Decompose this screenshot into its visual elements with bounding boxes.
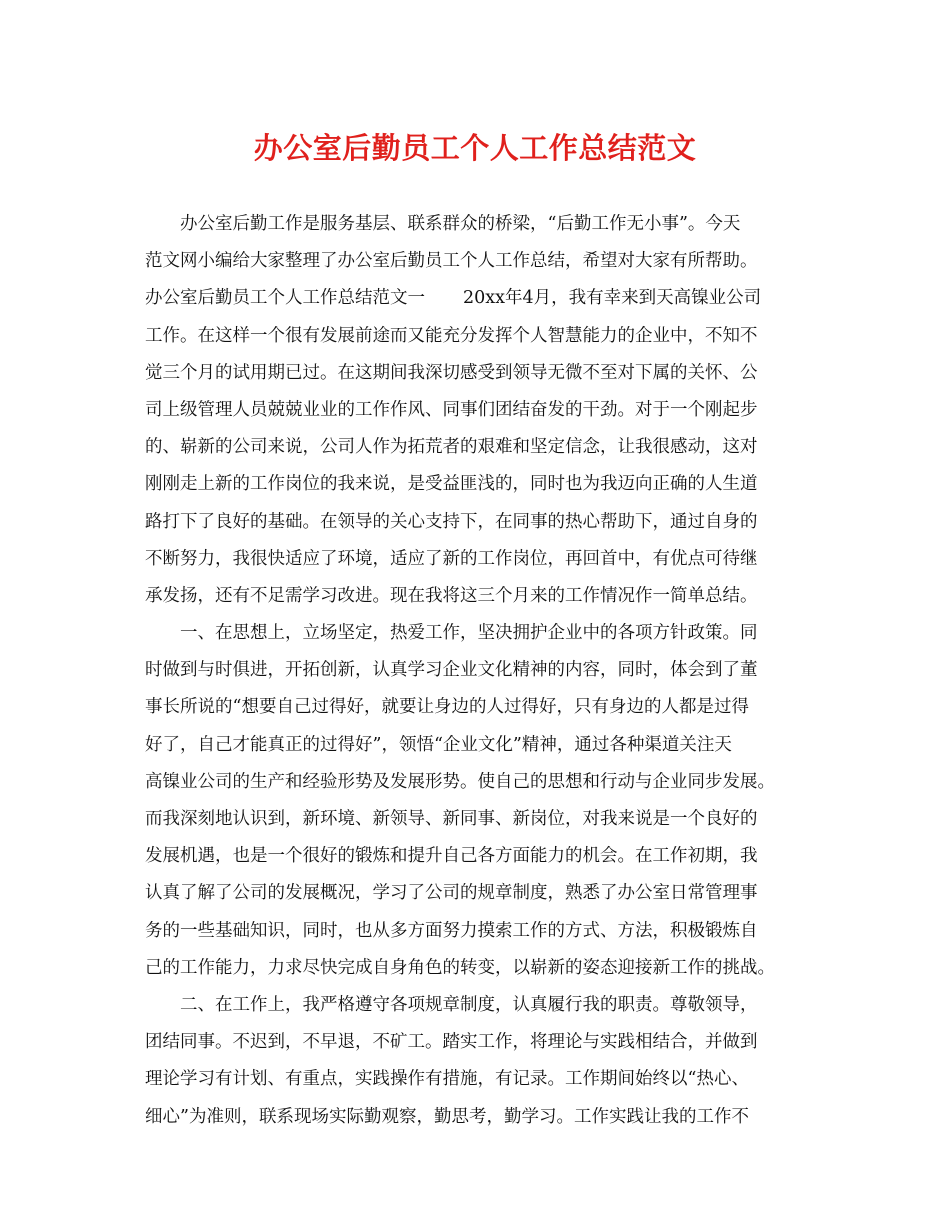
text-line: 一、在思想上，立场坚定，热爱工作，坚决拥护企业中的各项方针政策。同: [180, 623, 758, 644]
text-line: 而我深刻地认识到，新环境、新领导、新同事、新岗位，对我来说是一个良好的: [145, 809, 758, 829]
text-line: 事长所说的“想要自己过得好，就要让身边的人过得好，只有身边的人都是过得: [145, 697, 749, 718]
text-line: 路打下了良好的基础。在领导的关心支持下，在同事的热心帮助下，通过自身的: [145, 511, 758, 532]
text-line: 范文网小编给大家整理了办公室后勤员工个人工作总结，希望对大家有所帮助。: [145, 251, 758, 272]
text-line: 工作。在这样一个很有发展前途而又能充分发挥个人智慧能力的企业中，不知不: [145, 325, 758, 346]
text-line: 理论学习有计划、有重点，实践操作有措施，有记录。工作期间始终以“热心、: [145, 1069, 749, 1090]
text-line: 不断努力，我很快适应了环境，适应了新的工作岗位，再回首中，有优点可待继: [145, 548, 758, 569]
text-line: 细心”为准则，联系现场实际勤观察，勤思考，勤学习。工作实践让我的工作不: [145, 1106, 749, 1127]
text-line: 发展机遇，也是一个很好的锻炼和提升自己各方面能力的机会。在工作初期，我: [145, 846, 758, 867]
document-body: [145, 206, 810, 1136]
text-span: 20xx年4月，我有幸来到天高镍业公司: [463, 288, 762, 309]
text-line: [145, 280, 810, 317]
text-line: 的、崭新的公司来说，公司人作为拓荒者的艰难和坚定信念，让我很感动，这对: [145, 437, 758, 458]
section-heading-inline: 办公室后勤员工个人工作总结范文一: [145, 288, 425, 309]
text-line: 己的工作能力，力求尽快完成自身角色的转变，以崭新的姿态迎接新工作的挑战。: [145, 957, 775, 978]
text-line: 二、在工作上，我严格遵守各项规章制度，认真履行我的职责。尊敬领导，: [180, 994, 758, 1015]
text-line: 刚刚走上新的工作岗位的我来说，是受益匪浅的，同时也为我迈向正确的人生道: [145, 474, 758, 495]
document-title: 办公室后勤员工个人工作总结范文: [253, 131, 697, 165]
text-line: 务的一些基础知识，同时，也从多方面努力摸索工作的方式、方法，积极锻炼自: [145, 920, 758, 941]
text-line: 团结同事。不迟到，不早退，不矿工。踏实工作，将理论与实践相结合，并做到: [145, 1032, 758, 1053]
text-line: 高镍业公司的生产和经验形势及发展形势。使自己的思想和行动与企业同步发展。: [145, 771, 775, 792]
text-line: 认真了解了公司的发展概况，学习了公司的规章制度，熟悉了办公室日常管理事: [145, 883, 758, 904]
text-line: 好了，自己才能真正的过得好”，领悟“企业文化”精神，通过各种渠道关注天: [145, 734, 732, 755]
text-line: 司上级管理人员兢兢业业的工作作风、同事们团结奋发的干劲。对于一个刚起步: [145, 399, 758, 420]
text-line: 办公室后勤工作是服务基层、联系群众的桥梁，“后勤工作无小事”。今天: [180, 214, 741, 234]
text-line: 时做到与时俱进，开拓创新，认真学习企业文化精神的内容，同时，体会到了董: [145, 660, 758, 681]
text-line: 觉三个月的试用期已过。在这期间我深切感受到领导无微不至对下属的关怀、公: [145, 362, 758, 383]
text-line: 承发扬，还有不足需学习改进。现在我将这三个月来的工作情况作一简单总结。: [145, 585, 758, 606]
